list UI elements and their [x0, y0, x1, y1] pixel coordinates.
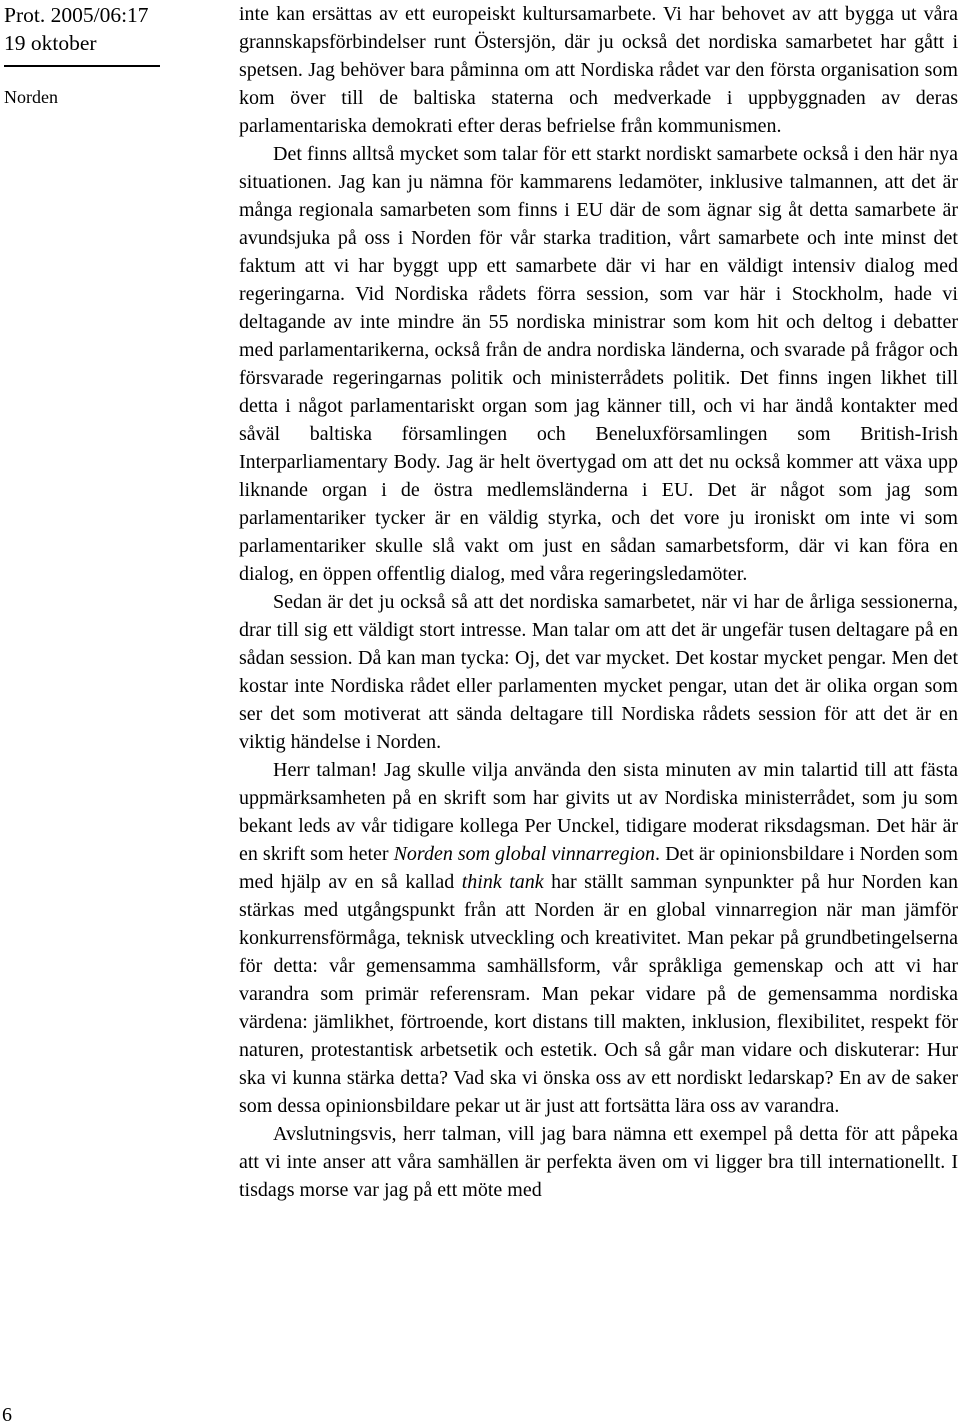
speech-text	[239, 0, 958, 1204]
header-rule	[4, 65, 160, 67]
publication-title: Norden som global vinnarregion	[393, 843, 656, 865]
page-number: 6	[2, 1404, 12, 1426]
section-label: Norden	[4, 87, 58, 107]
italic-term: think tank	[461, 871, 544, 893]
paragraph: inte kan ersättas av ett europeiskt kultursamarbete. Vi har behovet av att bygga ut våra grannskapsförbindelser runt Östersjön, där ju också det nordiska samarbetet har gått i spetsen. Jag behöver bara påminna om att Nordiska rådet var den första organisation som kom över till de baltiska staterna och medverkade i uppbyggnaden av deras parlamentariska demokrati efter deras befrielse från kommunismen.	[239, 3, 958, 137]
paragraph-text: Herr talman! Jag skulle vilja använda den sista minuten av min talartid till att fästa uppmärksamheten på en skrift som har givits ut av Nordiska ministerrådet, som ju som bekant leds av vår tidigare kollega Per Unckel, tidigare moderat riksdagsman. Det här är en skrift som heter	[239, 759, 958, 865]
paragraph: Avslutningsvis, herr talman, vill jag bara nämna ett exempel på detta för att påpeka att vi inte anser att våra samhällen är perfekta även om vi ligger bra till internationellt. I tisdags morse var jag på ett möte med	[239, 1123, 958, 1201]
paragraph: Det finns alltså mycket som talar för ett starkt nordiskt samarbete också i den här nya situationen. Jag kan ju nämna för kammarens ledamöter, inklusive talmannen, att det är många regionala samarbeten som finns i EU där de som ägnar sig åt detta samarbete är avundsjuka på oss i Norden för vår starka tradition, vårt samarbete och inte minst det faktum att vi har byggt upp ett samarbete där vi har en väldigt intensiv dialog med regeringarna. Vid Nordiska rådets förra session, som var här i Stockholm, hade vi deltagande av inte mindre än 55 nordiska ministrar som kom hit och deltog i debatter med parlamentarikerna, också från de andra nordiska länderna, och svarade på frågor och försvarade regeringarnas politik och ministerrådets politik. Det finns ingen likhet till detta i något parlamentariskt organ som jag känner till, och vi har ändå kontakter med såväl baltiska församlingen och Beneluxförsamlingen som British-Irish Interparliamentary Body. Jag är helt övertygad om att det nu också kommer att växa upp liknande organ i de östra medlemsländerna i EU. Det är något som jag som parlamentariker tycker är en väldig styrka, och det vore ju ironiskt om inte vi som parlamentariker skulle slå vakt om just en sådan samarbetsform, där vi kan föra en dialog, en öppen offentlig dialog, med våra regeringsledamöter.	[239, 143, 958, 585]
protocol-number: Prot. 2005/06:17	[4, 3, 149, 27]
paragraph-text: har ställt samman synpunkter på hur Norden kan stärkas med utgångspunkt från att Norden är en global vinnarregion när man jämför konkurrensförmåga, teknisk utveckling och kreativitet. Man pekar på grundbetingelserna för detta: vår gemensamma samhällsform, vår språkliga gemenskap och att vi har varandra som primär referensram. Man pekar vidare på de gemensamma nordiska värdena: jämlikhet, förtroende, kort distans till makten, inklusion, flexibilitet, respekt för naturen, protestantisk arbetsetik och estetik. Och så går man vidare och diskuterar: Hur ska vi kunna stärka detta? Vad ska vi önska oss av ett nordiskt ledarskap? En av de saker som dessa opinionsbildare pekar ut är just att fortsätta lära oss av varandra.	[239, 871, 958, 1117]
protocol-date: 19 oktober	[4, 31, 97, 55]
paragraph	[239, 756, 958, 1120]
paragraph-text: . Det är opinionsbildare i Norden som med hjälp av en så kallad	[239, 843, 959, 893]
paragraph: Sedan är det ju också så att det nordiska samarbetet, när vi har de årliga sessionerna, drar till sig ett väldigt stort intresse. Man talar om att det är ungefär tusen deltagare på en sådan session. Då kan man tycka: Oj, det var mycket. Det kostar mycket pengar. Men det kostar inte Nordiska rådet eller parlamenten mycket pengar, utan det är olika organ som ser det som motiverat att sända deltagare till Nordiska rådets session för att det är en viktig händelse i Norden.	[239, 591, 958, 753]
page-margin-header	[4, 2, 204, 108]
